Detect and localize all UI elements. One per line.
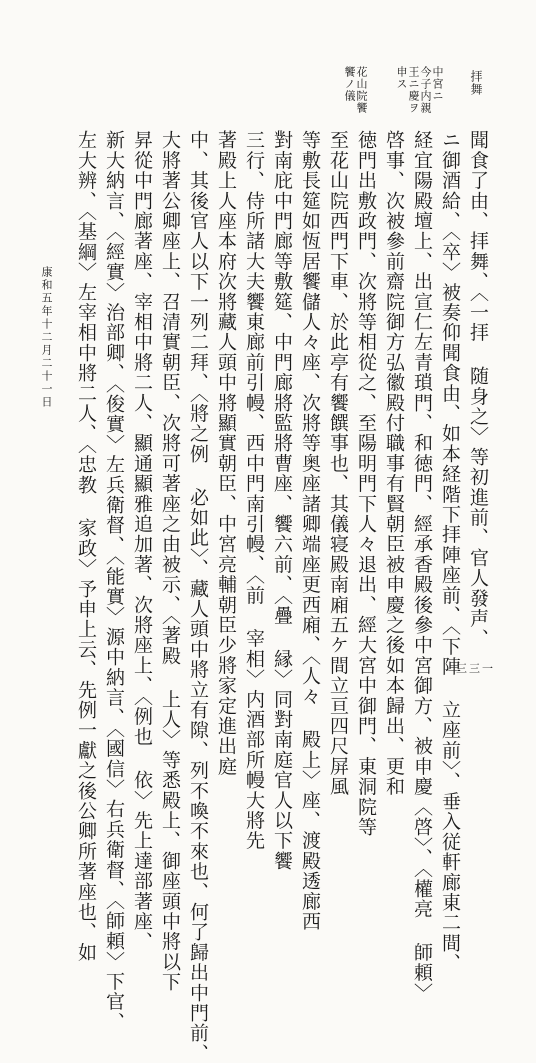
text-column-6: 至花山院西門下車、於此亭有饗饌事也、其儀寝殿南廂五ケ間立亘四尺屏風: [327, 130, 349, 797]
text-column-15: 左大辨、〈基綱〉左宰相中將二人、〈忠教 家政〉予申上云、先例一獻之後公卿所著座也、如: [75, 130, 97, 963]
date-marker: 康和五年十二月二十一日: [40, 266, 53, 409]
text-column-7: 等敷長筵如恆居饗儲人々座、次將等奥座諸卿端座更西廂、〈人々 殿上〉座、渡殿透廊西: [299, 130, 321, 932]
text-column-13: 昇從中門廊著座、宰相中將二人、顯通顯雅追加著、次將座上、〈例也 依〉先上達部著座、: [131, 130, 153, 952]
page-number: 三三一: [456, 662, 495, 675]
header-note-oni: 王ニ慶ヲ: [407, 66, 420, 114]
text-column-9: 三行、侍所諸大夫饗東廊前引幔、西中門南引幔、〈前 宰相〉内酒部所幔大將先: [243, 130, 265, 851]
text-column-5: 徳門出敷政門、次將等相從之、至陽明門下人々退出、經大宮中御門、東洞院等: [355, 130, 377, 837]
text-column-10: 著殿上人座本府次將藏人頭中將顯實朝臣、中宮亮輔朝臣少將家定進出庭: [215, 130, 237, 777]
text-column-11: 中、其後官人以下一列二拜、〈將之例 必如此〉、藏人頭中將立有隙、列不喚不來也、何了歸出中門前、: [187, 130, 209, 1063]
header-note-chugu: 中宮ニ: [431, 66, 444, 102]
text-column-4: 啓事、次被參前齋院御方弘徽殿付職事有賢朝臣被申慶之後如本歸出、更和: [383, 130, 405, 797]
header-note-mosu: 申ス: [395, 66, 408, 90]
header-note-kyo: 饗ノ儀: [343, 66, 356, 102]
header-note-imako: 今子内親: [419, 66, 432, 114]
text-column-12: 大將著公卿座上、召清實朝臣、次將可著座之由被示、〈著殿 上人〉等悉殿上、御座頭中將以下: [159, 130, 181, 993]
text-column-3: 経宜陽殿壇上、出宣仁左青瑣門、和徳門、經承香殿後參中宮御方、被申慶〈啓〉、〈權亮 師頼〉: [411, 130, 433, 1003]
text-column-8: 對南庇中門廊等敷筵、中門廊將監將曹座、饗六前、〈疊 縁〉同對南庭官人以下饗: [271, 130, 293, 871]
text-column-1: 聞食了由、拝舞、〈一拝 随身之〉等初進前、官人發声、: [467, 130, 489, 649]
header-note-kazanin: 花山院饗: [355, 66, 368, 114]
text-column-14: 新大納言、〈經實〉治部卿、〈俊實〉左兵衛督、〈能實〉源中納言、〈國信〉右兵衛督、〈師頼〉下官、: [103, 130, 125, 1032]
text-column-2: ニ御酒給、〈卒〉被奏仰聞食由、如本経階下拝陣座前、〈下陣 立座前〉、垂入従軒廊東二間、: [439, 130, 461, 974]
header-note-haibu: 拝舞: [469, 70, 483, 96]
